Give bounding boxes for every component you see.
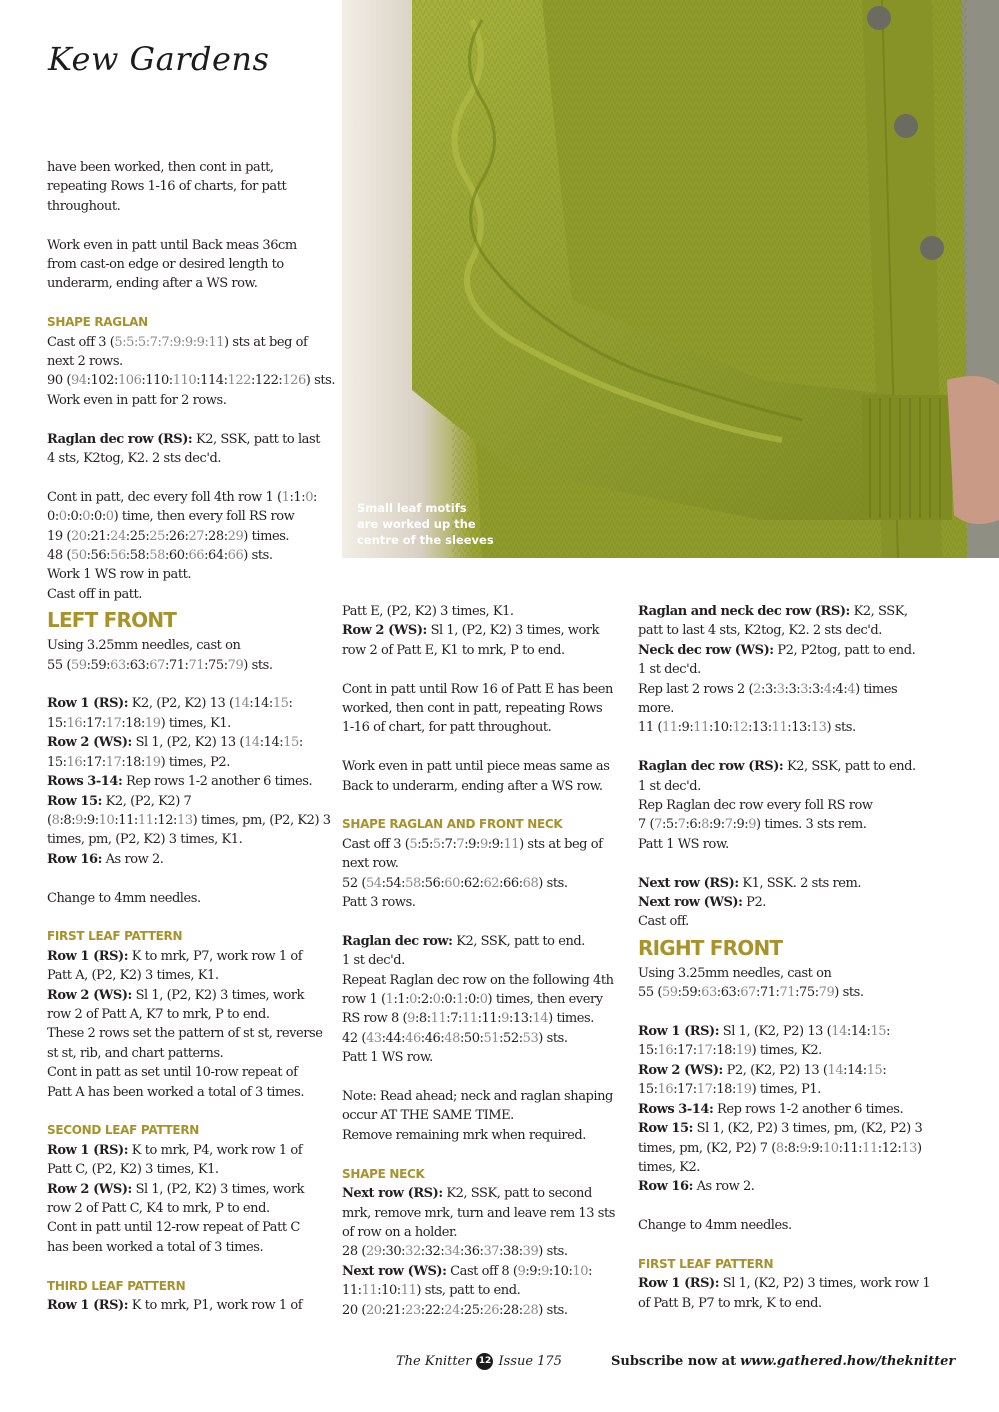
instruction-row: Next row (RS): K2, SSK, patt to second [342, 1186, 592, 1202]
instruction-row: Row 1 (RS): K to mrk, P7, work row 1 of [47, 948, 303, 964]
body-text: 90 (94:102:106:110:110:114:122:122:126) sts. [47, 373, 336, 389]
body-text: Cont in patt until Row 16 of Patt E has been [342, 681, 613, 697]
row-text: K2, SSK, patt to last [192, 431, 320, 447]
body-text: Cast off 3 (5:5:5:7:7:9:9:9:11) sts at beg of [47, 334, 308, 350]
body-text: 1 st dec'd. [638, 778, 701, 794]
instruction-row: Row 1 (RS): Sl 1, (K2, P2) 13 (14:14:15: [638, 1024, 891, 1040]
body-text: times, K2. [638, 1159, 700, 1175]
section-heading: FIRST LEAF PATTERN [638, 1256, 774, 1271]
body-text: row 2 of Patt A, K7 to mrk, P to end. [47, 1006, 270, 1022]
body-text: next 2 rows. [47, 354, 123, 370]
instruction-row: Row 16: As row 2. [47, 851, 164, 867]
subscribe-link[interactable]: www.gathered.how/theknitter [740, 1353, 956, 1369]
instruction-row: Row 15: K2, (P2, K2) 7 [47, 793, 192, 809]
instruction-row: Row 1 (RS): Sl 1, (K2, P2) 3 times, work row 1 [638, 1276, 931, 1292]
body-text: row 1 (1:1:0:2:0:0:1:0:0) times, then every [342, 992, 603, 1008]
body-text: RS row 8 (9:8:11:7:11:11:9:13:14) times. [342, 1011, 594, 1027]
section-heading: SHAPE NECK [342, 1166, 425, 1181]
body-text: have been worked, then cont in patt, [47, 160, 274, 175]
row-label: Raglan dec row (RS): [47, 431, 193, 447]
body-text: 20 (20:21:23:22:24:25:26:28:28) sts. [342, 1302, 568, 1318]
instruction-row: Row 2 (WS): Sl 1, (P2, K2) 3 times, work [47, 1181, 305, 1197]
body-text: 7 (7:5:7:6:8:9:7:9:9) times. 3 sts rem. [638, 817, 867, 833]
body-text: Cont in patt, dec every foll 4th row 1 (1:1:0: [47, 489, 317, 505]
body-text: patt to last 4 sts, K2tog, K2. 2 sts dec'd. [638, 623, 882, 639]
body-text: from cast-on edge or desired length to [47, 257, 284, 273]
section-heading: FIRST LEAF PATTERN [47, 929, 183, 944]
footer-left [396, 1350, 562, 1372]
body-text: 1 st dec'd. [342, 953, 405, 969]
body-text: Work 1 WS row in patt. [47, 567, 192, 583]
body-text: 15:16:17:17:18:19) times, K2. [638, 1043, 822, 1059]
instruction-row: Row 1 (RS): K to mrk, P4, work row 1 of [47, 1142, 303, 1158]
body-text: 55 (59:59:63:63:67:71:71:75:79) sts. [47, 657, 273, 673]
body-text: Change to 4mm needles. [47, 890, 201, 906]
row-label: Row 1 (RS): [47, 1298, 129, 1314]
caption-line: are worked up the [357, 517, 476, 531]
body-text: of row on a holder. [342, 1224, 458, 1240]
body-text: 48 (50:56:56:58:58:60:66:64:66) sts. [47, 548, 273, 564]
body-text: Using 3.25mm needles, cast on [638, 965, 832, 981]
body-text: These 2 rows set the pattern of st st, reverse [47, 1026, 323, 1042]
section-heading: SHAPE RAGLAN AND FRONT NECK [342, 817, 563, 832]
body-text: Remove remaining mrk when required. [342, 1127, 586, 1143]
body-text: Patt E, (P2, K2) 3 times, K1. [342, 604, 514, 619]
body-text: row 2 of Patt C, K4 to mrk, P to end. [47, 1201, 270, 1216]
body-text: Note: Read ahead; neck and raglan shaping [342, 1089, 613, 1105]
body-text: Work even in patt for 2 rows. [47, 392, 227, 408]
body-text: 0:0:0:0:0:0) time, then every foll RS row [47, 509, 295, 525]
instruction-row: Raglan dec row (RS): K2, SSK, patt to end. [638, 759, 916, 775]
instruction-row: Row 2 (WS): P2, (K2, P2) 13 (14:14:15: [638, 1062, 887, 1078]
section-heading: SECOND LEAF PATTERN [47, 1123, 200, 1138]
row-text: K to mrk, P1, work row 1 of [128, 1298, 303, 1314]
body-text: Change to 4mm needles. [638, 1218, 792, 1234]
body-text: Cast off 3 (5:5:5:7:7:9:9:9:11) sts at beg of [342, 836, 603, 852]
body-text: of Patt B, P7 to mrk, K to end. [638, 1295, 822, 1311]
body-text: 15:16:17:17:18:19) times, P2. [47, 754, 230, 770]
body-text: 15:16:17:17:18:19) times, P1. [638, 1082, 821, 1098]
body-text: Cast off in patt. [47, 586, 142, 602]
column-3 [638, 602, 931, 1313]
instruction-row [47, 430, 332, 449]
instruction-row: Rows 3-14: Rep rows 1-2 another 6 times. [638, 1101, 904, 1117]
body-text: Patt A has been worked a total of 3 times. [47, 1084, 305, 1100]
body-text: (8:8:9:9:10:11:11:12:13) times, pm, (P2, K2) 3 [47, 812, 331, 828]
body-text: 15:16:17:17:18:19) times, K1. [47, 715, 231, 731]
body-text: Patt A, (P2, K2) 3 times, K1. [47, 968, 219, 984]
body-text: next row. [342, 856, 399, 872]
body-text: mrk, remove mrk, turn and leave rem 13 sts [342, 1205, 615, 1221]
body-text: row 2 of Patt E, K1 to mrk, P to end. [342, 642, 565, 658]
caption-line: Small leaf motifs [357, 501, 467, 515]
body-text: 1-16 of chart, for patt throughout. [342, 720, 552, 736]
body-text: underarm, ending after a WS row. [47, 276, 258, 292]
instruction-row: Next row (WS): P2. [638, 895, 766, 911]
body-text: 1 st dec'd. [638, 662, 701, 678]
instruction-row: Raglan dec row: K2, SSK, patt to end. [342, 933, 585, 949]
body-text: repeating Rows 1-16 of charts, for patt [47, 179, 287, 195]
instruction-row: Raglan and neck dec row (RS): K2, SSK, [638, 604, 908, 619]
body-text: times, pm, (K2, P2) 7 (8:8:9:9:10:11:11:12:13) [638, 1140, 922, 1156]
body-text: st st, rib, and chart patterns. [47, 1045, 224, 1061]
body-text: Patt 3 rows. [342, 895, 416, 911]
page-number: 12 [476, 1353, 493, 1370]
body-text: Cast off. [638, 914, 689, 930]
body-text: Work even in patt until Back meas 36cm [47, 237, 297, 253]
body-text: Cont in patt as set until 10-row repeat of [47, 1065, 298, 1081]
body-text: Patt 1 WS row. [638, 836, 729, 852]
section-title: LEFT FRONT [47, 608, 177, 633]
instruction-row: Row 2 (WS): Sl 1, (P2, K2) 3 times, work [47, 987, 305, 1003]
instruction-row: Next row (WS): Cast off 8 (9:9:9:10:10: [342, 1263, 592, 1279]
instruction-row: Row 2 (WS): Sl 1, (P2, K2) 13 (14:14:15: [47, 735, 303, 751]
photo-caption [357, 500, 507, 548]
body-text: Repeat Raglan dec row on the following 4th [342, 972, 614, 988]
body-text: has been worked a total of 3 times. [47, 1239, 264, 1255]
issue-label: Issue 175 [498, 1353, 562, 1369]
body-text: Work even in patt until piece meas same as [342, 759, 610, 775]
body-text: 52 (54:54:58:56:60:62:62:66:68) sts. [342, 875, 568, 891]
body-text: Patt 1 WS row. [342, 1050, 433, 1066]
sweater-photo [342, 0, 999, 558]
instruction-row: Row 2 (WS): Sl 1, (P2, K2) 3 times, work [342, 623, 600, 639]
page-title: Kew Gardens [48, 40, 270, 78]
subscribe-label: Subscribe now at [611, 1353, 737, 1369]
magazine-name: The Knitter [396, 1353, 472, 1369]
section-heading: SHAPE RAGLAN [47, 315, 148, 330]
body-text: more. [638, 701, 674, 717]
column-1 [47, 158, 336, 1315]
body-text: worked, then cont in patt, repeating Rows [342, 701, 603, 717]
instruction-row: Row 1 (RS): K2, (P2, K2) 13 (14:14:15: [47, 696, 293, 712]
instruction-row: Rows 3-14: Rep rows 1-2 another 6 times. [47, 774, 313, 790]
instruction-row [47, 1296, 332, 1315]
caption-line: centre of the sleeves [357, 533, 494, 547]
footer-right [611, 1350, 955, 1372]
column-2 [342, 602, 632, 1320]
body-text: throughout. [47, 198, 121, 214]
body-text: 42 (43:44:46:46:48:50:51:52:53) sts. [342, 1030, 568, 1046]
body-text: 11 (11:9:11:10:12:13:11:13:13) sts. [638, 720, 856, 736]
body-text: 55 (59:59:63:63:67:71:71:75:79) sts. [638, 985, 864, 1001]
body-text: Patt C, (P2, K2) 3 times, K1. [47, 1162, 219, 1178]
instruction-row: Neck dec row (WS): P2, P2tog, patt to end. [638, 642, 916, 658]
body-text: Rep Raglan dec row every foll RS row [638, 798, 873, 814]
body-text: Back to underarm, ending after a WS row. [342, 778, 603, 794]
instruction-row: Row 16: As row 2. [638, 1179, 755, 1195]
body-text: occur AT THE SAME TIME. [342, 1108, 514, 1124]
body-text: 11:11:10:11) sts, patt to end. [342, 1283, 521, 1299]
body-text: 19 (20:21:24:25:25:26:27:28:29) times. [47, 528, 290, 544]
body-text: 4 sts, K2tog, K2. 2 sts dec'd. [47, 451, 222, 467]
section-heading: THIRD LEAF PATTERN [47, 1278, 186, 1293]
body-text: Cont in patt until 12-row repeat of Patt C [47, 1220, 300, 1236]
body-text: times, pm, (P2, K2) 3 times, K1. [47, 832, 243, 848]
instruction-row: Row 15: Sl 1, (K2, P2) 3 times, pm, (K2, P2) 3 [638, 1121, 923, 1137]
cardigan-illustration [342, 0, 999, 558]
body-text: Rep last 2 rows 2 (2:3:3:3:3:3:4:4:4) times [638, 681, 898, 697]
body-text: 28 (29:30:32:32:34:36:37:38:39) sts. [342, 1244, 568, 1260]
section-title: RIGHT FRONT [638, 935, 783, 960]
body-text: Using 3.25mm needles, cast on [47, 638, 241, 654]
instruction-row: Next row (RS): K1, SSK. 2 sts rem. [638, 875, 862, 891]
